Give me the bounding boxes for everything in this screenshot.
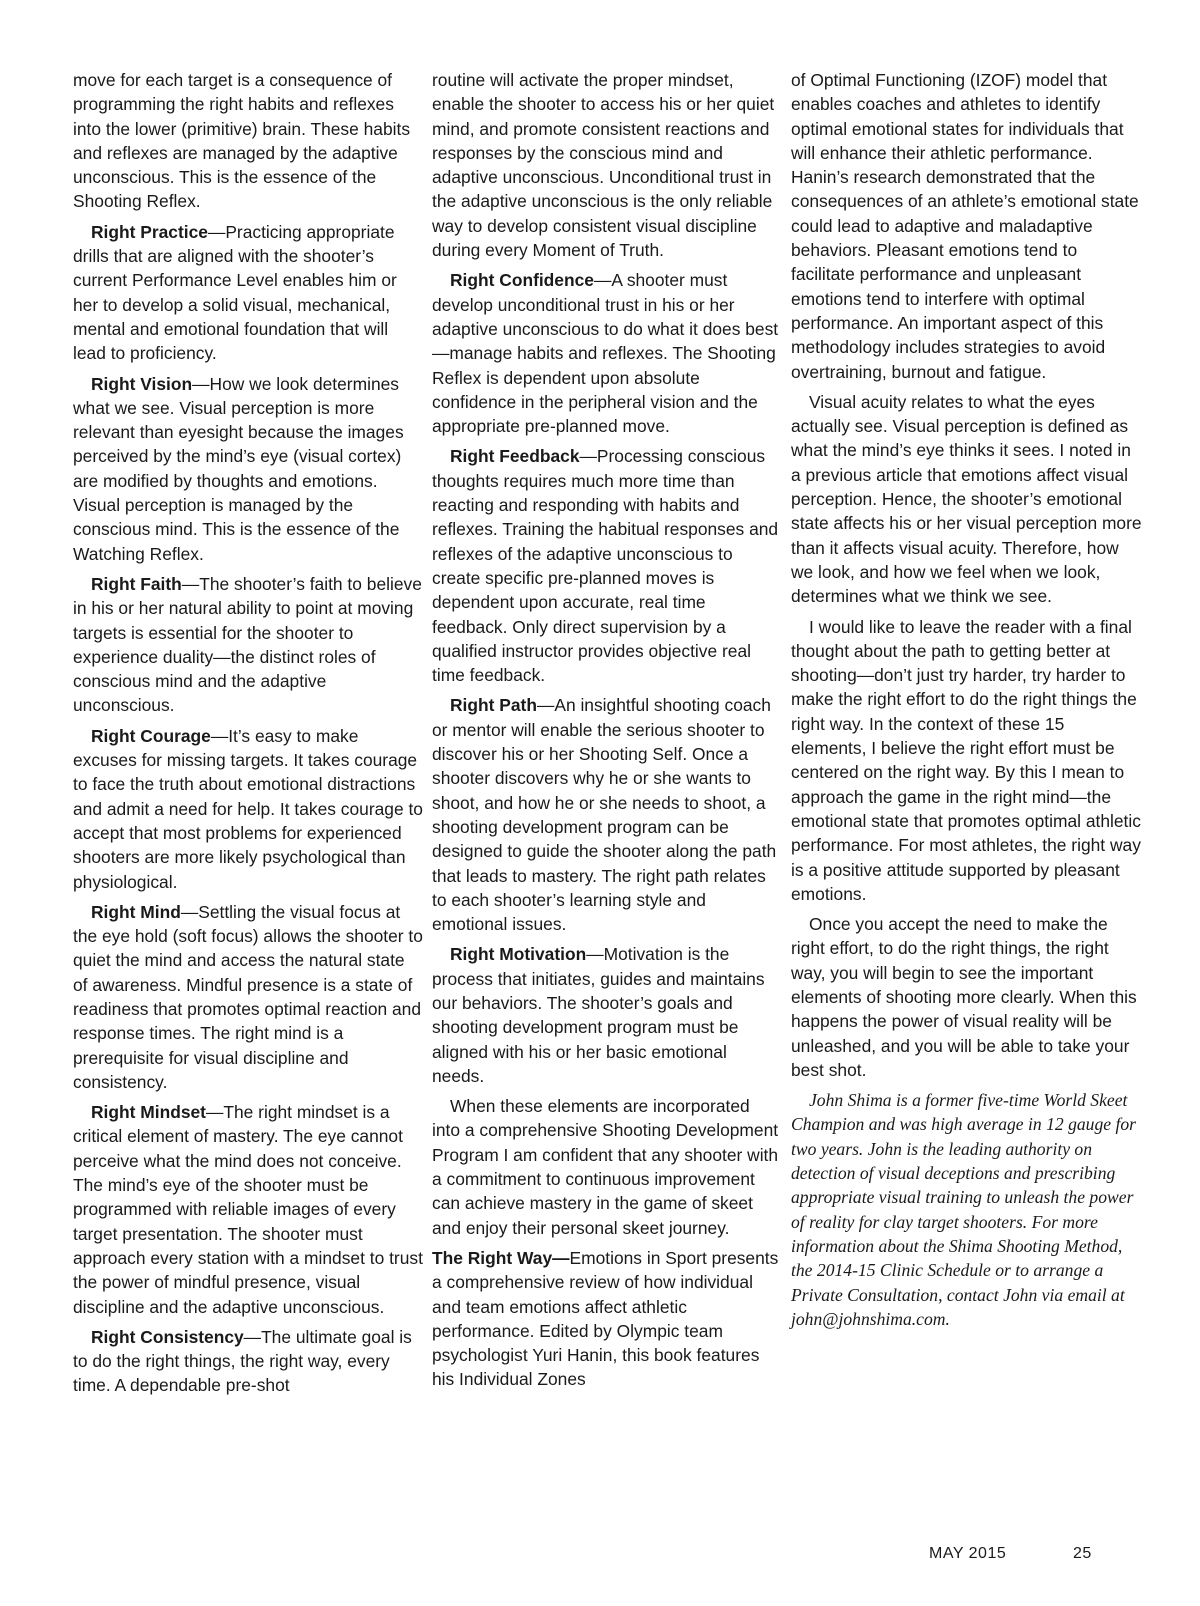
page-number: 25 <box>1073 1545 1092 1562</box>
paragraph-right-mindset <box>73 1100 423 1319</box>
paragraph-intro-continued: move for each target is a consequence of programming the right habits and reflexes into the lower (primitive) brain. These habits and reflexes are managed by the adaptive unconscious. This is the essence of the Shooting Reflex. <box>73 70 411 212</box>
heading-right-motivation: Right Motivation <box>450 944 587 965</box>
body-right-motivation: —Motivation is the process that initiates, guides and maintains our behaviors. The shooter’s goals and shooting development program must be aligned with his or her basic emotional needs. <box>432 944 765 1086</box>
body-right-mind: —Settling the visual focus at the eye hold (soft focus) allows the shooter to quiet the mind and access the natural state of awareness. Mindful presence is a state of readiness that promotes optimal reaction and response times. The right mind is a prerequisite for visual discipline and consistency. <box>73 901 423 1092</box>
body-right-courage: —It’s easy to make excuses for missing targets. It takes courage to face the truth about emotional distractions and admit a need for help. It takes courage to accept that most problems for experienced shooters are more likely psychological than physiological. <box>73 725 423 892</box>
heading-right-faith: Right Faith <box>91 573 182 594</box>
paragraph-elements-summary: When these elements are incorporated into a comprehensive Shooting Development Program I am confident that any shooter with a commitment to continuous improvement can achieve mastery in the game of skeet and enjoy their personal skeet journey. <box>432 1096 779 1238</box>
heading-right-confidence: Right Confidence <box>450 270 594 291</box>
heading-right-feedback: Right Feedback <box>450 446 580 467</box>
paragraph-right-vision <box>73 372 423 566</box>
paragraph-right-path <box>432 693 780 936</box>
heading-right-courage: Right Courage <box>91 725 211 746</box>
paragraph-right-courage <box>73 724 423 894</box>
heading-right-mind: Right Mind <box>91 901 181 922</box>
body-right-path: —An insightful shooting coach or mentor will enable the serious shooter to discover his or her Shooting Self. Once a shooter discovers why he or she wants to shoot, and how he or she needs to shoot, a shooting development program can be designed to guide the shooter along the path that leads to mastery. The right path relates to each shooter’s learning style and emotional issues. <box>432 695 777 935</box>
body-right-vision: —How we look determines what we see. Visual perception is more relevant than eyesight because the images perceived by the mind’s eye (visual cortex) are modified by thoughts and emotions. Visual perception is managed by the conscious mind. This is the essence of the Watching Reflex. <box>73 373 404 564</box>
heading-right-consistency: Right Consistency <box>91 1326 244 1347</box>
paragraph-the-right-way <box>432 1246 780 1392</box>
heading-the-right-way: The Right Way— <box>432 1247 570 1268</box>
paragraph-right-feedback <box>432 444 780 687</box>
paragraph-right-consistency <box>73 1325 423 1398</box>
heading-right-path: Right Path <box>450 695 537 716</box>
body-right-mindset: —The right mindset is a critical element of mastery. The eye cannot perceive what the mind does not conceive. The mind’s eye of the shooter must be programmed with reliable images of every target presentation. The shooter must approach every station with a mindset to trust the power of mindful presence, visual discipline and the adaptive unconscious. <box>73 1102 423 1317</box>
paragraph-conclusion: Once you accept the need to make the right effort, to do the right things, the right way, you will begin to see the important elements of shooting more clearly. When this happens the power of visual reality will be unleashed, and you will be able to take your best shot. <box>791 914 1137 1080</box>
body-right-faith: —The shooter’s faith to believe in his or her natural ability to point at moving targets is essential for the shooter to experience duality—the distinct roles of conscious mind and the adaptive unconscious. <box>73 573 422 716</box>
body-right-confidence: —A shooter must develop unconditional trust in his or her adaptive unconscious to do what it does best—manage habits and reflexes. The Shooting Reflex is dependent upon absolute confidence in the peripheral vision and the appropriate pre-planned move. <box>432 270 779 437</box>
text-column-3 <box>791 68 1143 1337</box>
issue-date: MAY 2015 <box>929 1545 1007 1562</box>
paragraph-right-mind <box>73 900 423 1094</box>
paragraph-right-motivation <box>432 942 780 1088</box>
paragraph-right-practice <box>73 220 423 366</box>
paragraph-izof-continued: of Optimal Functioning (IZOF) model that enables coaches and athletes to identify optimal emotional states for individuals that will enhance their athletic performance. Hanin’s research demonstrated that the consequences of an athlete’s emotional state could lead to adaptive and maladaptive behaviors. Pleasant emotions tend to facilitate performance and unpleasant emotions tend to interfere with optimal performance. An important aspect of this methodology includes strategies to avoid overtraining, burnout and fatigue. <box>791 70 1139 382</box>
paragraph-final-thought: I would like to leave the reader with a final thought about the path to getting better at shooting—don’t just try harder, try harder to make the right effort to do the right things the right way. In the context of these 15 elements, I believe the right effort must be centered on the right way. By this I mean to approach the game in the right mind—the emotional state that promotes optimal athletic performance. For most athletes, the right way is a positive attitude supported by pleasant emotions. <box>791 616 1141 904</box>
body-right-feedback: —Processing conscious thoughts requires much more time than reacting and responding with habits and reflexes. Training the habitual responses and reflexes of the adaptive unconscious to create specific pre-planned moves is dependent upon accurate, real time feedback. Only direct supervision by a qualified instructor provides objective real time feedback. <box>432 446 779 686</box>
text-column-1 <box>73 68 423 1404</box>
heading-right-practice: Right Practice <box>91 221 208 242</box>
author-bio: John Shima is a former five-time World Skeet Champion and was high average in 12 gauge for two years. John is the leading authority on detection of visual deceptions and prescribing appropriate visual training to unleash the power of reality for clay target shooters. For more information about the Shima Shooting Method, the 2014-15 Clinic Schedule or to arrange a Private Consultation, contact John via email at john@johnshima.com. <box>791 1090 1137 1329</box>
body-the-right-way: Emotions in Sport presents a comprehensive review of how individual and team emotions affect athletic performance. Edited by Olympic team psychologist Yuri Hanin, this book features his Individual Zones <box>432 1247 779 1390</box>
text-column-2 <box>432 68 780 1398</box>
body-right-practice: —Practicing appropriate drills that are aligned with the shooter’s current Performance Level enables him or her to develop a solid visual, mechanical, mental and emotional foundation that will lead to proficiency. <box>73 221 397 364</box>
paragraph-right-confidence <box>432 268 780 438</box>
heading-right-vision: Right Vision <box>91 373 193 394</box>
body-right-consistency: —The ultimate goal is to do the right things, the right way, every time. A dependable pre-shot <box>73 1326 412 1396</box>
paragraph-consistency-continued: routine will activate the proper mindset, enable the shooter to access his or her quiet mind, and promote consistent reactions and responses by the conscious mind and adaptive unconscious. Unconditional trust in the adaptive unconscious is the only reliable way to develop consistent visual discipline during every Moment of Truth. <box>432 70 775 261</box>
paragraph-visual-acuity: Visual acuity relates to what the eyes actually see. Visual perception is defined as what the mind’s eye thinks it sees. I noted in a previous article that emotions affect visual perception. Hence, the shooter’s emotional state affects his or her visual perception more than it affects visual acuity. Therefore, how we look, and how we feel when we look, determines what we think we see. <box>791 391 1142 607</box>
paragraph-right-faith <box>73 572 423 718</box>
heading-right-mindset: Right Mindset <box>91 1102 206 1123</box>
